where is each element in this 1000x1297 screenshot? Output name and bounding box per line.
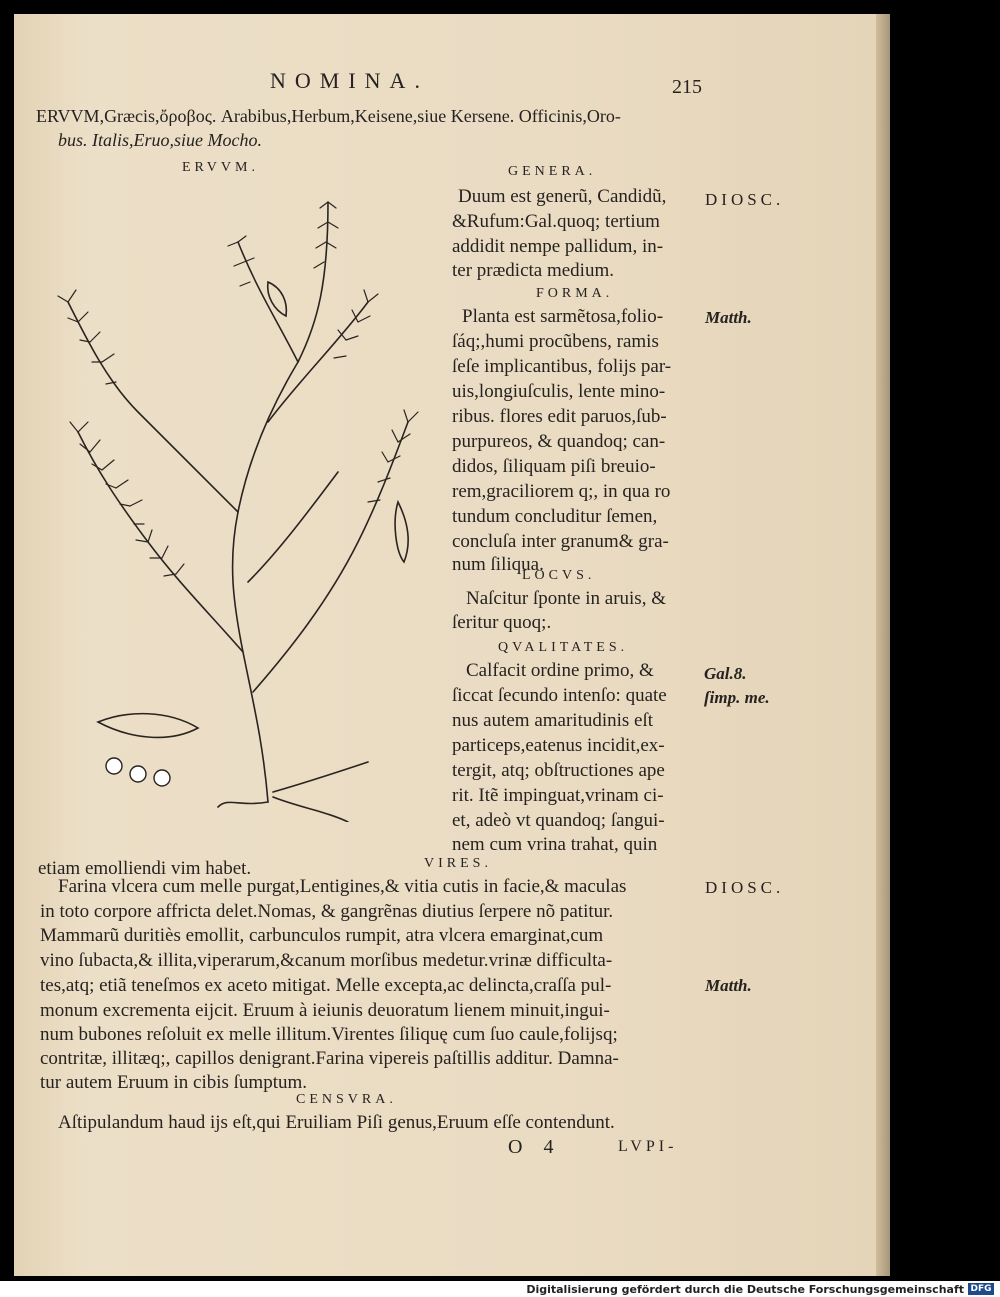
margin-note: ſimp. me.	[704, 688, 770, 707]
figure-label: ERVVM.	[182, 160, 259, 175]
vires-heading: VIRES.	[424, 856, 492, 871]
vires-line: contritæ, illitæq;, capillos denigrant.Farina vipereis paſtillis additur. Damna-	[40, 1048, 619, 1069]
page-edge	[876, 14, 890, 1276]
forma-line: num ſiliqua.	[452, 554, 544, 575]
locus-heading: LOCVS.	[522, 568, 596, 583]
vires-line: num bubones reſoluit ex melle illitum.Virentes ſiliquę cum ſuo caule,folijsq;	[40, 1024, 618, 1045]
vires-line: monum excrementa eijcit. Eruum à ieiunis deuoratum lienem minuit,ingui-	[40, 1000, 610, 1021]
forma-line: tundum concluditur ſemen,	[452, 506, 658, 527]
margin-note: Matth.	[705, 976, 752, 995]
margin-note: DIOSC.	[705, 878, 785, 897]
signature-mark: O 4	[508, 1136, 562, 1158]
forma-line: rem,graciliorem q;, in qua ro	[452, 481, 671, 502]
qualitates-line: rit. Itẽ impinguat,vrinam ci-	[452, 785, 664, 806]
genera-line: addidit nempe pallidum, in-	[452, 236, 664, 257]
vires-line: Mammarũ duritiès emollit, carbunculos rumpit, atra vlcera emarginat,cum	[40, 925, 604, 946]
vires-line: in toto corpore affricta delet.Nomas, & gangrẽnas diutius ſerpere nõ patitur.	[40, 901, 614, 922]
genera-line: ter prædicta medium.	[452, 260, 614, 281]
nomina-line-1: ERVVM,Græcis,ὄροβος. Arabibus,Herbum,Keisene,siue Kersene. Officinis,Oro-	[36, 106, 621, 126]
margin-note: Matth.	[705, 308, 752, 327]
forma-line: purpureos, & quandoq; can-	[452, 431, 666, 452]
genera-line: &Rufum:Gal.quoq; tertium	[452, 211, 660, 232]
qualitates-line: nem cum vrina trahat, quin	[452, 834, 658, 855]
forma-line: ſeſe implicantibus, folijs par-	[452, 356, 672, 377]
forma-line: ribus. flores edit paruos,ſub-	[452, 406, 667, 427]
qualitates-line: ſiccat ſecundo intenſo: quate	[452, 685, 667, 706]
dfg-logo: DFG	[968, 1283, 994, 1295]
qualitates-heading: QVALITATES.	[498, 640, 629, 655]
margin-note: DIOSC.	[705, 190, 785, 209]
catchword: LVPI-	[618, 1138, 678, 1155]
forma-line: concluſa inter granum& gra-	[452, 531, 669, 552]
forma-line: didos, ſiliquam piſi breuio-	[452, 456, 656, 477]
vires-line: vino ſubacta,& illita,viperarum,&canum morſibus medetur.vrinæ difficulta-	[40, 950, 613, 971]
qualitates-line: nus autem amaritudinis eſt	[452, 710, 654, 731]
forma-line: uis,longiuſculis, lente mino-	[452, 381, 666, 402]
nomina-line-2: bus. Italis,Eruo,siue Mocho.	[58, 130, 262, 150]
vires-lead: etiam emolliendi vim habet.	[38, 858, 252, 879]
qualitates-line: tergit, atq; obſtructiones ape	[452, 760, 665, 781]
page-number: 215	[672, 76, 702, 98]
funding-credit: Digitalisierung gefördert durch die Deutsche Forschungsgemeinschaft	[526, 1283, 964, 1296]
forma-line: ſáq;,humi procũbens, ramis	[452, 331, 659, 352]
forma-heading: FORMA.	[536, 286, 614, 301]
genera-line: Duum est generũ, Candidũ,	[458, 186, 667, 207]
qualitates-line: Calfacit ordine primo, &	[466, 660, 654, 681]
vires-line: Farina vlcera cum melle purgat,Lentigines,& vitia cutis in facie,& maculas	[58, 876, 627, 897]
eruum-plant-illustration	[38, 182, 448, 822]
qualitates-line: particeps,eatenus incidit,ex-	[452, 735, 665, 756]
qualitates-line: et, adeò vt quandoq; ſangui-	[452, 810, 665, 831]
censura-heading: CENSVRA.	[296, 1092, 397, 1107]
censura-line: Aſtipulandum haud ijs eſt,qui Eruiliam Piſi genus,Eruum eſſe contendunt.	[58, 1112, 615, 1133]
locus-line: ſeritur quoq;.	[452, 612, 552, 633]
locus-line: Naſcitur ſponte in aruis, &	[466, 588, 666, 609]
margin-note: Gal.8.	[704, 664, 747, 683]
genera-heading: GENERA.	[508, 164, 597, 179]
running-header: NOMINA.	[270, 68, 429, 93]
forma-line: Planta est sarmẽtosa,folio-	[462, 306, 664, 327]
vires-line: tur autem Eruum in cibis ſumptum.	[40, 1072, 308, 1093]
vires-line: tes,atq; etiã teneſmos ex aceto mitigat. Melle excepta,ac delincta,craſſa pul-	[40, 975, 612, 996]
